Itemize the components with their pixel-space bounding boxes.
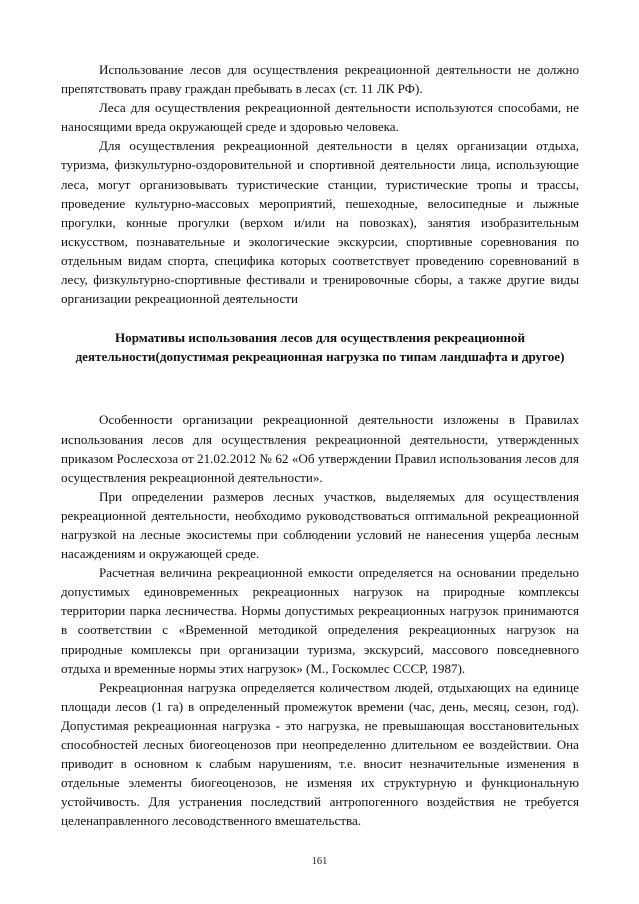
section-norms [61,410,579,830]
paragraph: Расчетная величина рекреационной емкости определяется на основании предельно допустимых единовременных рекреационных нагрузок на природные комплексы территории парка лесничества. Нормы допустимых рекреационных нагрузок принимаются в соответствии с «Временной методикой определения рекреационных нагрузок на природные комплексы при организации туризма, экскурсий, массового повседневного отдыха и временные нормы этих нагрузок» (М., Госкомлес СССР, 1987). [61,565,579,676]
paragraph: Использование лесов для осуществления рекреационной деятельности не должно препятствовать праву граждан пребывать в лесах (ст. 11 ЛК РФ). [61,62,579,97]
paragraph: При определении размеров лесных участков, выделяемых для осуществления рекреационной деятельности, необходимо руководствоваться оптимальной рекреационной нагрузкой на лесные экосистемы при соблюдении условий не нанесения ущерба лесным насаждениям и окружающей среде. [61,488,579,562]
paragraph: Особенности организации рекреационной деятельности изложены в Правилах использования лесов для осуществления рекреационной деятельности, утвержденных приказом Рослесхоза от 21.02.2012 № 62 «Об утверждении Правил использования лесов для осуществления рекреационной деятельности». [61,412,579,485]
spacer [61,366,579,410]
section-heading: Нормативы использования лесов для осуществления рекреационной деятельности(допустимая рекреационная нагрузка по типам ландшафта и другое) [75,330,565,364]
page-number: 161 [311,856,328,867]
paragraph: Леса для осуществления рекреационной деятельности используются способами, не наносящими вреда окружающей среде и здоровью человека. [61,100,579,135]
paragraph: Рекреационная нагрузка определяется количеством людей, отдыхающих на единице площади лесов (1 га) в определенный промежуток времени (час, день, месяц, сезон, год). Допустимая рекреационная нагрузка - это нагрузка, не превышающая восстановительных способностей лесных биогеоценозов при неопределенно длительном ее воздействии. Она приводит в основном к слабым нарушениям, т.е. вносит незначительные изменения в отдельные элементы биогеоценозов, не изменяя их структурную и функциональную устойчивость. Для устранения последствий антропогенного воздействия не требуется целенаправленного лесоводственного вмешательства. [61,679,579,829]
section-intro [61,60,579,308]
paragraph: Для осуществления рекреационной деятельности в целях организации отдыха, туризма, физкультурно-оздоровительной и спортивной деятельности лица, использующие леса, могут организовывать туристические станции, туристические тропы и трассы, проведение культурно-массовых мероприятий, пешеходные, велосипедные и лыжные прогулки, конные прогулки (верхом и/или на повозках), занятия изобразительным искусством, познавательные и экологические экскурсии, спортивные соревнования по отдельным видам спорта, специфика которых соответствует проведению соревнований в лесу, физкультурно-спортивные фестивали и тренировочные сборы, а также другие виды организации рекреационной деятельности [61,138,579,307]
